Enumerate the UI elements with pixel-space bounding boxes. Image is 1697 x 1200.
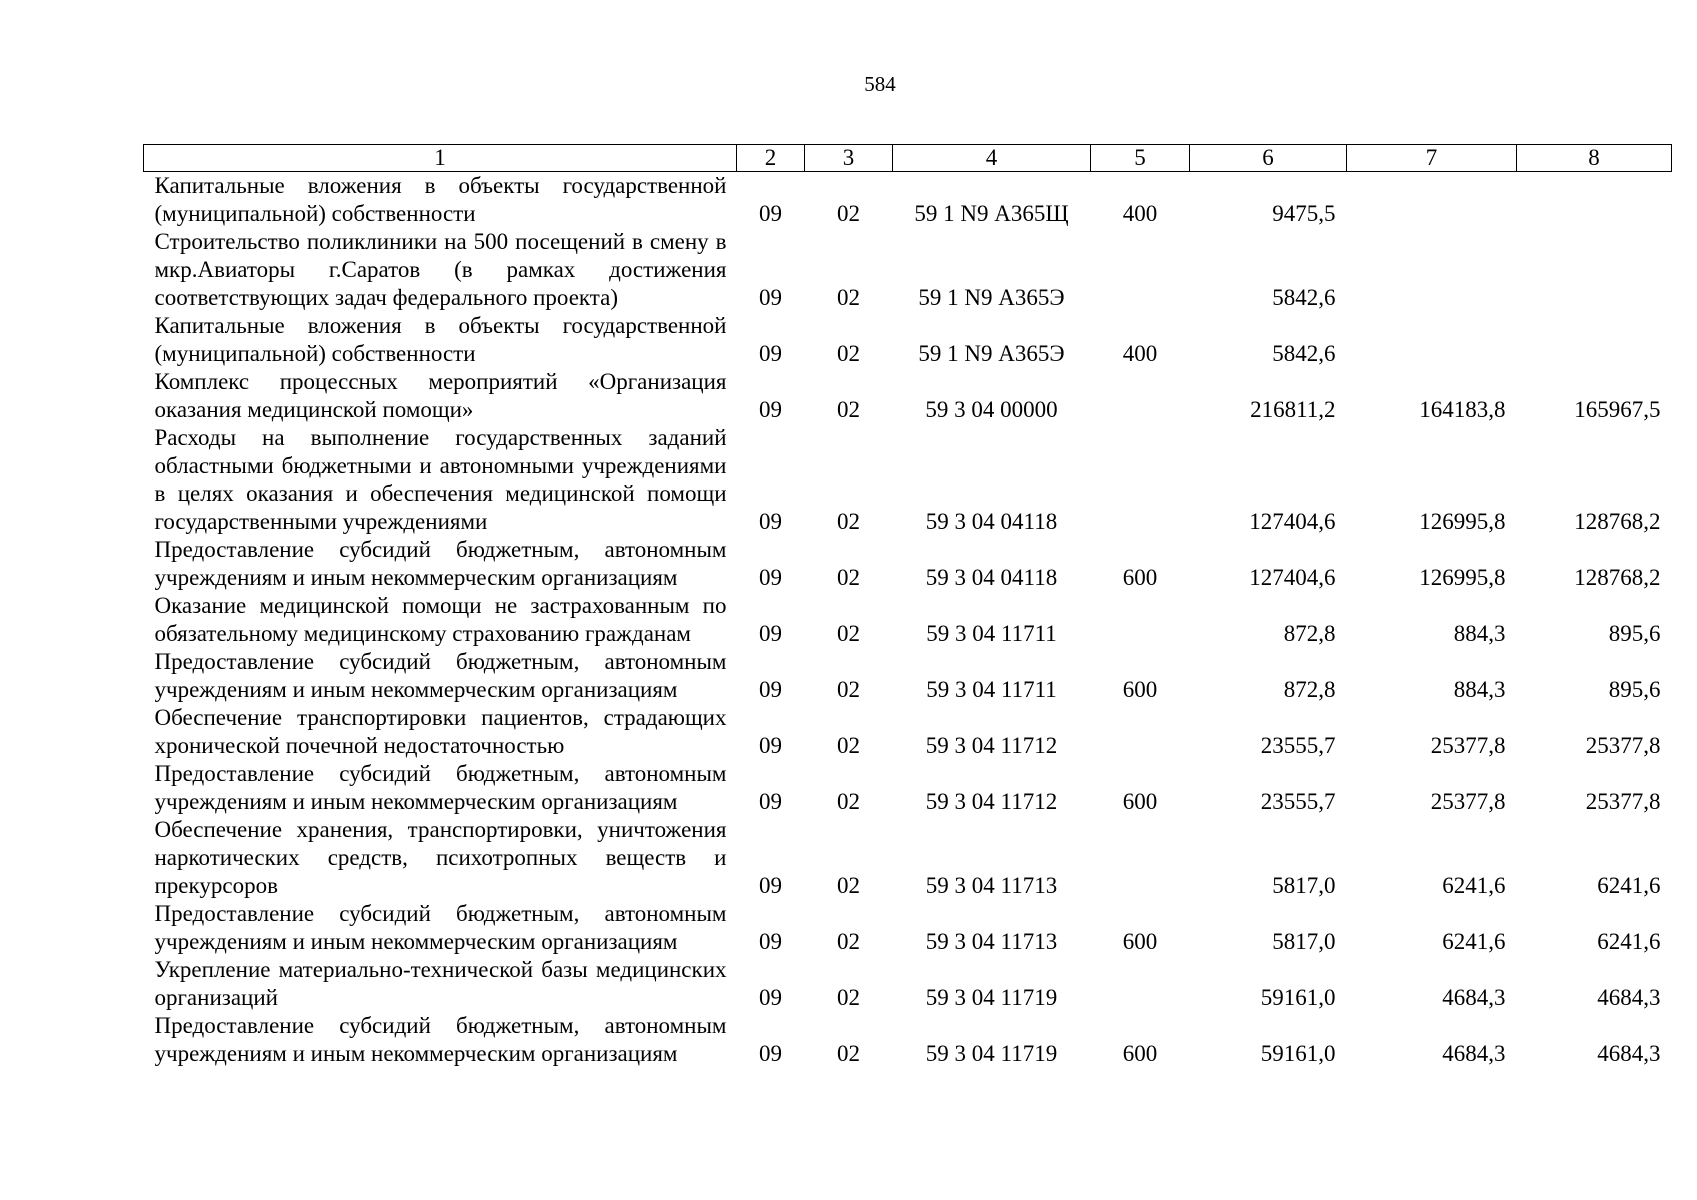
table-row (144, 312, 1672, 368)
section-code: 09 (759, 201, 782, 226)
page-number: 584 (864, 72, 896, 96)
amount-year-1: 872,8 (1283, 621, 1336, 646)
subsection-code: 02 (837, 621, 860, 646)
amount-year-3: 4684,3 (1597, 1041, 1661, 1066)
expense-type-code: 400 (1122, 341, 1158, 366)
amount-year-3: 6241,6 (1597, 873, 1661, 898)
table-row (144, 424, 1672, 536)
target-article-code: 59 3 04 11719 (925, 985, 1058, 1010)
amount-year-1: 872,8 (1283, 677, 1336, 702)
target-article-code: 59 3 04 11713 (925, 929, 1058, 954)
section-code: 09 (759, 789, 782, 814)
amount-year-1: 23555,7 (1260, 733, 1336, 758)
expense-type-code: 600 (1122, 565, 1158, 590)
column-header: 6 (1190, 145, 1347, 172)
budget-table (143, 144, 1672, 1068)
target-article-code: 59 3 04 11719 (925, 1041, 1058, 1066)
amount-year-2: 4684,3 (1442, 985, 1506, 1010)
amount-year-3: 895,6 (1608, 677, 1661, 702)
target-article-code: 59 1 N9 А365Э (918, 285, 1065, 310)
table-row (144, 368, 1672, 424)
target-article-code: 59 3 04 11712 (925, 789, 1058, 814)
section-code: 09 (759, 677, 782, 702)
amount-year-1: 5842,6 (1272, 285, 1336, 310)
target-article-code: 59 3 04 04118 (925, 565, 1058, 590)
subsection-code: 02 (837, 873, 860, 898)
subsection-code: 02 (837, 509, 860, 534)
table-row (144, 900, 1672, 956)
amount-year-1: 5817,0 (1272, 873, 1336, 898)
amount-year-1: 59161,0 (1260, 1041, 1336, 1066)
subsection-code: 02 (837, 285, 860, 310)
row-description: Капитальные вложения в объекты государственной (муниципальной) собственности (154, 313, 727, 366)
amount-year-2 (1347, 228, 1517, 312)
amount-year-1: 5842,6 (1272, 341, 1336, 366)
amount-year-2: 164183,8 (1419, 397, 1506, 422)
table-row (144, 228, 1672, 312)
section-code: 09 (759, 509, 782, 534)
row-description: Предоставление субсидий бюджетным, автономным учреждениям и иным некоммерческим организациям (154, 1013, 727, 1066)
table-row (144, 956, 1672, 1012)
target-article-code: 59 1 N9 А365Э (918, 341, 1065, 366)
target-article-code: 59 3 04 11713 (925, 873, 1058, 898)
section-code: 09 (759, 929, 782, 954)
target-article-code: 59 3 04 11711 (926, 677, 1057, 702)
column-header: 5 (1091, 145, 1190, 172)
subsection-code: 02 (837, 341, 860, 366)
amount-year-2 (1347, 312, 1517, 368)
subsection-code: 02 (837, 789, 860, 814)
amount-year-3: 4684,3 (1597, 985, 1661, 1010)
row-description: Предоставление субсидий бюджетным, автономным учреждениям и иным некоммерческим организациям (154, 649, 727, 702)
amount-year-1: 23555,7 (1260, 789, 1336, 814)
column-header: 8 (1517, 145, 1672, 172)
expense-type-code: 600 (1122, 677, 1158, 702)
amount-year-2: 6241,6 (1442, 873, 1506, 898)
section-code: 09 (759, 873, 782, 898)
target-article-code: 59 3 04 04118 (925, 509, 1058, 534)
amount-year-1: 59161,0 (1260, 985, 1336, 1010)
column-header: 1 (144, 145, 737, 172)
amount-year-2: 4684,3 (1442, 1041, 1506, 1066)
table-row (144, 760, 1672, 816)
amount-year-2: 6241,6 (1442, 929, 1506, 954)
expense-type-code (1091, 228, 1190, 312)
amount-year-3: 25377,8 (1585, 733, 1661, 758)
expense-type-code (1091, 424, 1190, 536)
amount-year-3 (1517, 228, 1672, 312)
table-row (144, 648, 1672, 704)
expense-type-code (1091, 816, 1190, 900)
amount-year-3: 128768,2 (1574, 565, 1661, 590)
column-header: 2 (737, 145, 805, 172)
expense-type-code (1091, 368, 1190, 424)
row-description: Предоставление субсидий бюджетным, автономным учреждениям и иным некоммерческим организациям (154, 537, 727, 590)
amount-year-3 (1517, 172, 1672, 229)
amount-year-2: 126995,8 (1419, 565, 1506, 590)
row-description: Укрепление материально-технической базы медицинских организаций (154, 957, 727, 1010)
subsection-code: 02 (837, 733, 860, 758)
subsection-code: 02 (837, 201, 860, 226)
amount-year-1: 127404,6 (1249, 565, 1336, 590)
amount-year-1: 216811,2 (1250, 397, 1336, 422)
amount-year-1: 127404,6 (1249, 509, 1336, 534)
column-header: 7 (1347, 145, 1517, 172)
amount-year-3: 25377,8 (1585, 789, 1661, 814)
table-row (144, 172, 1672, 229)
expense-type-code (1091, 592, 1190, 648)
amount-year-1: 9475,5 (1272, 201, 1336, 226)
subsection-code: 02 (837, 397, 860, 422)
subsection-code: 02 (837, 929, 860, 954)
section-code: 09 (759, 1041, 782, 1066)
header-row (144, 145, 1672, 172)
amount-year-2: 884,3 (1453, 677, 1506, 702)
row-description: Предоставление субсидий бюджетным, автономным учреждениям и иным некоммерческим организациям (154, 761, 727, 814)
target-article-code: 59 1 N9 А365Щ (914, 201, 1069, 226)
amount-year-3: 6241,6 (1597, 929, 1661, 954)
amount-year-2: 25377,8 (1430, 789, 1506, 814)
subsection-code: 02 (837, 1041, 860, 1066)
target-article-code: 59 3 04 00000 (925, 397, 1058, 422)
section-code: 09 (759, 985, 782, 1010)
subsection-code: 02 (837, 677, 860, 702)
amount-year-2 (1347, 172, 1517, 229)
table-row (144, 704, 1672, 760)
expense-type-code (1091, 956, 1190, 1012)
table-row (144, 816, 1672, 900)
column-header: 4 (893, 145, 1091, 172)
amount-year-3: 895,6 (1608, 621, 1661, 646)
row-description: Обеспечение хранения, транспортировки, уничтожения наркотических средств, психотропных веществ и прекурсоров (154, 817, 727, 898)
row-description: Расходы на выполнение государственных заданий областными бюджетными и автономными учреждениями в целях оказания и обеспечения медицинской помощи государственными учреждениями (154, 425, 727, 534)
amount-year-3: 128768,2 (1574, 509, 1661, 534)
row-description: Капитальные вложения в объекты государственной (муниципальной) собственности (154, 173, 727, 226)
expense-type-code: 400 (1122, 201, 1158, 226)
row-description: Комплекс процессных мероприятий «Организация оказания медицинской помощи» (154, 369, 727, 422)
column-header: 3 (805, 145, 893, 172)
row-description: Оказание медицинской помощи не застрахованным по обязательному медицинскому страхованию гражданам (154, 593, 727, 646)
section-code: 09 (759, 621, 782, 646)
section-code: 09 (759, 341, 782, 366)
subsection-code: 02 (837, 985, 860, 1010)
section-code: 09 (759, 565, 782, 590)
subsection-code: 02 (837, 565, 860, 590)
row-description: Обеспечение транспортировки пациентов, страдающих хронической почечной недостаточностью (154, 705, 727, 758)
target-article-code: 59 3 04 11711 (926, 621, 1057, 646)
expense-type-code (1091, 704, 1190, 760)
expense-type-code: 600 (1122, 1041, 1158, 1066)
amount-year-2: 126995,8 (1419, 509, 1506, 534)
amount-year-3: 165967,5 (1574, 397, 1661, 422)
target-article-code: 59 3 04 11712 (925, 733, 1058, 758)
amount-year-1: 5817,0 (1272, 929, 1336, 954)
row-description: Строительство поликлиники на 500 посещений в смену в мкр.Авиаторы г.Саратов (в рамках достижения соответствующих задач федерального проекта) (154, 229, 727, 310)
table-row (144, 1012, 1672, 1068)
expense-type-code: 600 (1122, 789, 1158, 814)
amount-year-2: 884,3 (1453, 621, 1506, 646)
amount-year-2: 25377,8 (1430, 733, 1506, 758)
section-code: 09 (759, 397, 782, 422)
section-code: 09 (759, 285, 782, 310)
table-row (144, 592, 1672, 648)
amount-year-3 (1517, 312, 1672, 368)
section-code: 09 (759, 733, 782, 758)
expense-type-code: 600 (1122, 929, 1158, 954)
row-description: Предоставление субсидий бюджетным, автономным учреждениям и иным некоммерческим организациям (154, 901, 727, 954)
table-row (144, 536, 1672, 592)
